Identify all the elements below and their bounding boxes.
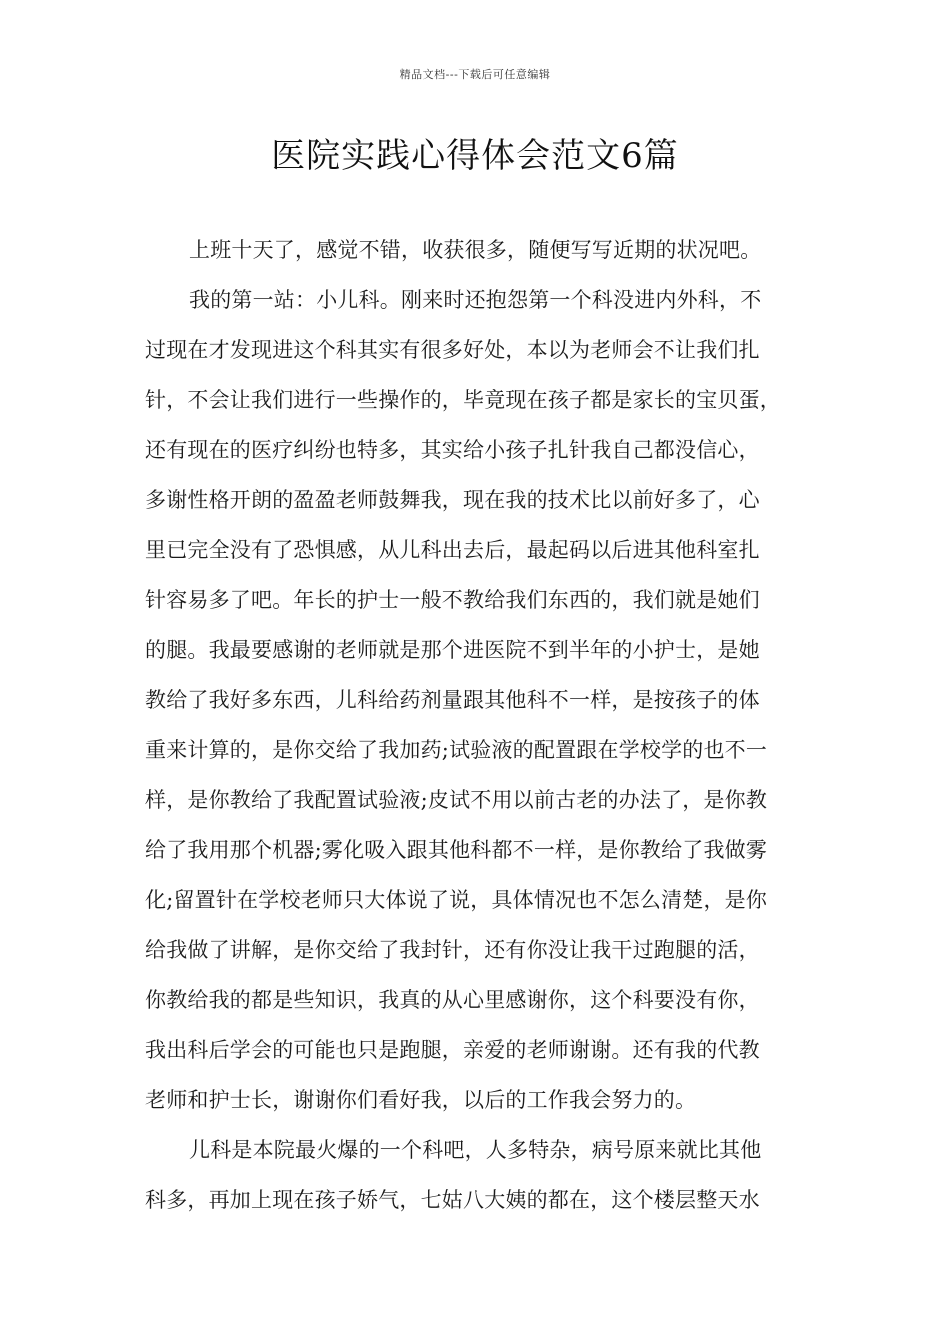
body-line: 我出科后学会的可能也只是跑腿，亲爱的老师谢谢。还有我的代教 [145, 1038, 760, 1062]
body-line: 给了我用那个机器;雾化吸入跟其他科都不一样，是你教给了我做雾 [145, 838, 768, 862]
header-note: 精品文档---下载后可任意编辑 [399, 68, 551, 81]
body-line: 过现在才发现进这个科其实有很多好处，本以为老师会不让我们扎 [145, 338, 760, 362]
body-line: 还有现在的医疗纠纷也特多，其实给小孩子扎针我自己都没信心， [145, 438, 760, 462]
body-line: 你教给我的都是些知识，我真的从心里感谢你，这个科要没有你， [145, 988, 760, 1012]
body-line: 里已完全没有了恐惧感，从儿科出去后，最起码以后进其他科室扎 [145, 538, 760, 562]
document-body [145, 230, 813, 1230]
body-line: 我的第一站：小儿科。刚来时还抱怨第一个科没进内外科，不 [189, 288, 762, 312]
document-title: 医院实践心得体会范文6篇 [271, 136, 679, 176]
body-line: 教给了我好多东西，儿科给药剂量跟其他科不一样，是按孩子的体 [145, 688, 760, 712]
body-line: 重来计算的，是你交给了我加药;试验液的配置跟在学校学的也不一 [145, 738, 768, 762]
body-line: 给我做了讲解，是你交给了我封针，还有你没让我干过跑腿的活， [145, 938, 760, 962]
body-line: 针容易多了吧。年长的护士一般不教给我们东西的，我们就是她们 [145, 588, 760, 612]
body-line: 样，是你教给了我配置试验液;皮试不用以前古老的办法了，是你教 [145, 788, 768, 812]
body-line: 针，不会让我们进行一些操作的，毕竟现在孩子都是家长的宝贝蛋， [145, 388, 781, 412]
body-line: 多谢性格开朗的盈盈老师鼓舞我，现在我的技术比以前好多了，心 [145, 488, 760, 512]
body-line: 的腿。我最要感谢的老师就是那个进医院不到半年的小护士，是她 [145, 638, 760, 662]
body-line: 上班十天了，感觉不错，收获很多，随便写写近期的状况吧。 [189, 238, 762, 262]
body-line: 科多，再加上现在孩子娇气，七姑八大姨的都在，这个楼层整天水 [145, 1188, 760, 1212]
body-line: 儿科是本院最火爆的一个科吧，人多特杂，病号原来就比其他 [189, 1138, 762, 1162]
body-line: 化;留置针在学校老师只大体说了说，具体情况也不怎么清楚，是你 [145, 888, 768, 912]
body-line: 老师和护士长，谢谢你们看好我，以后的工作我会努力的。 [145, 1088, 697, 1112]
